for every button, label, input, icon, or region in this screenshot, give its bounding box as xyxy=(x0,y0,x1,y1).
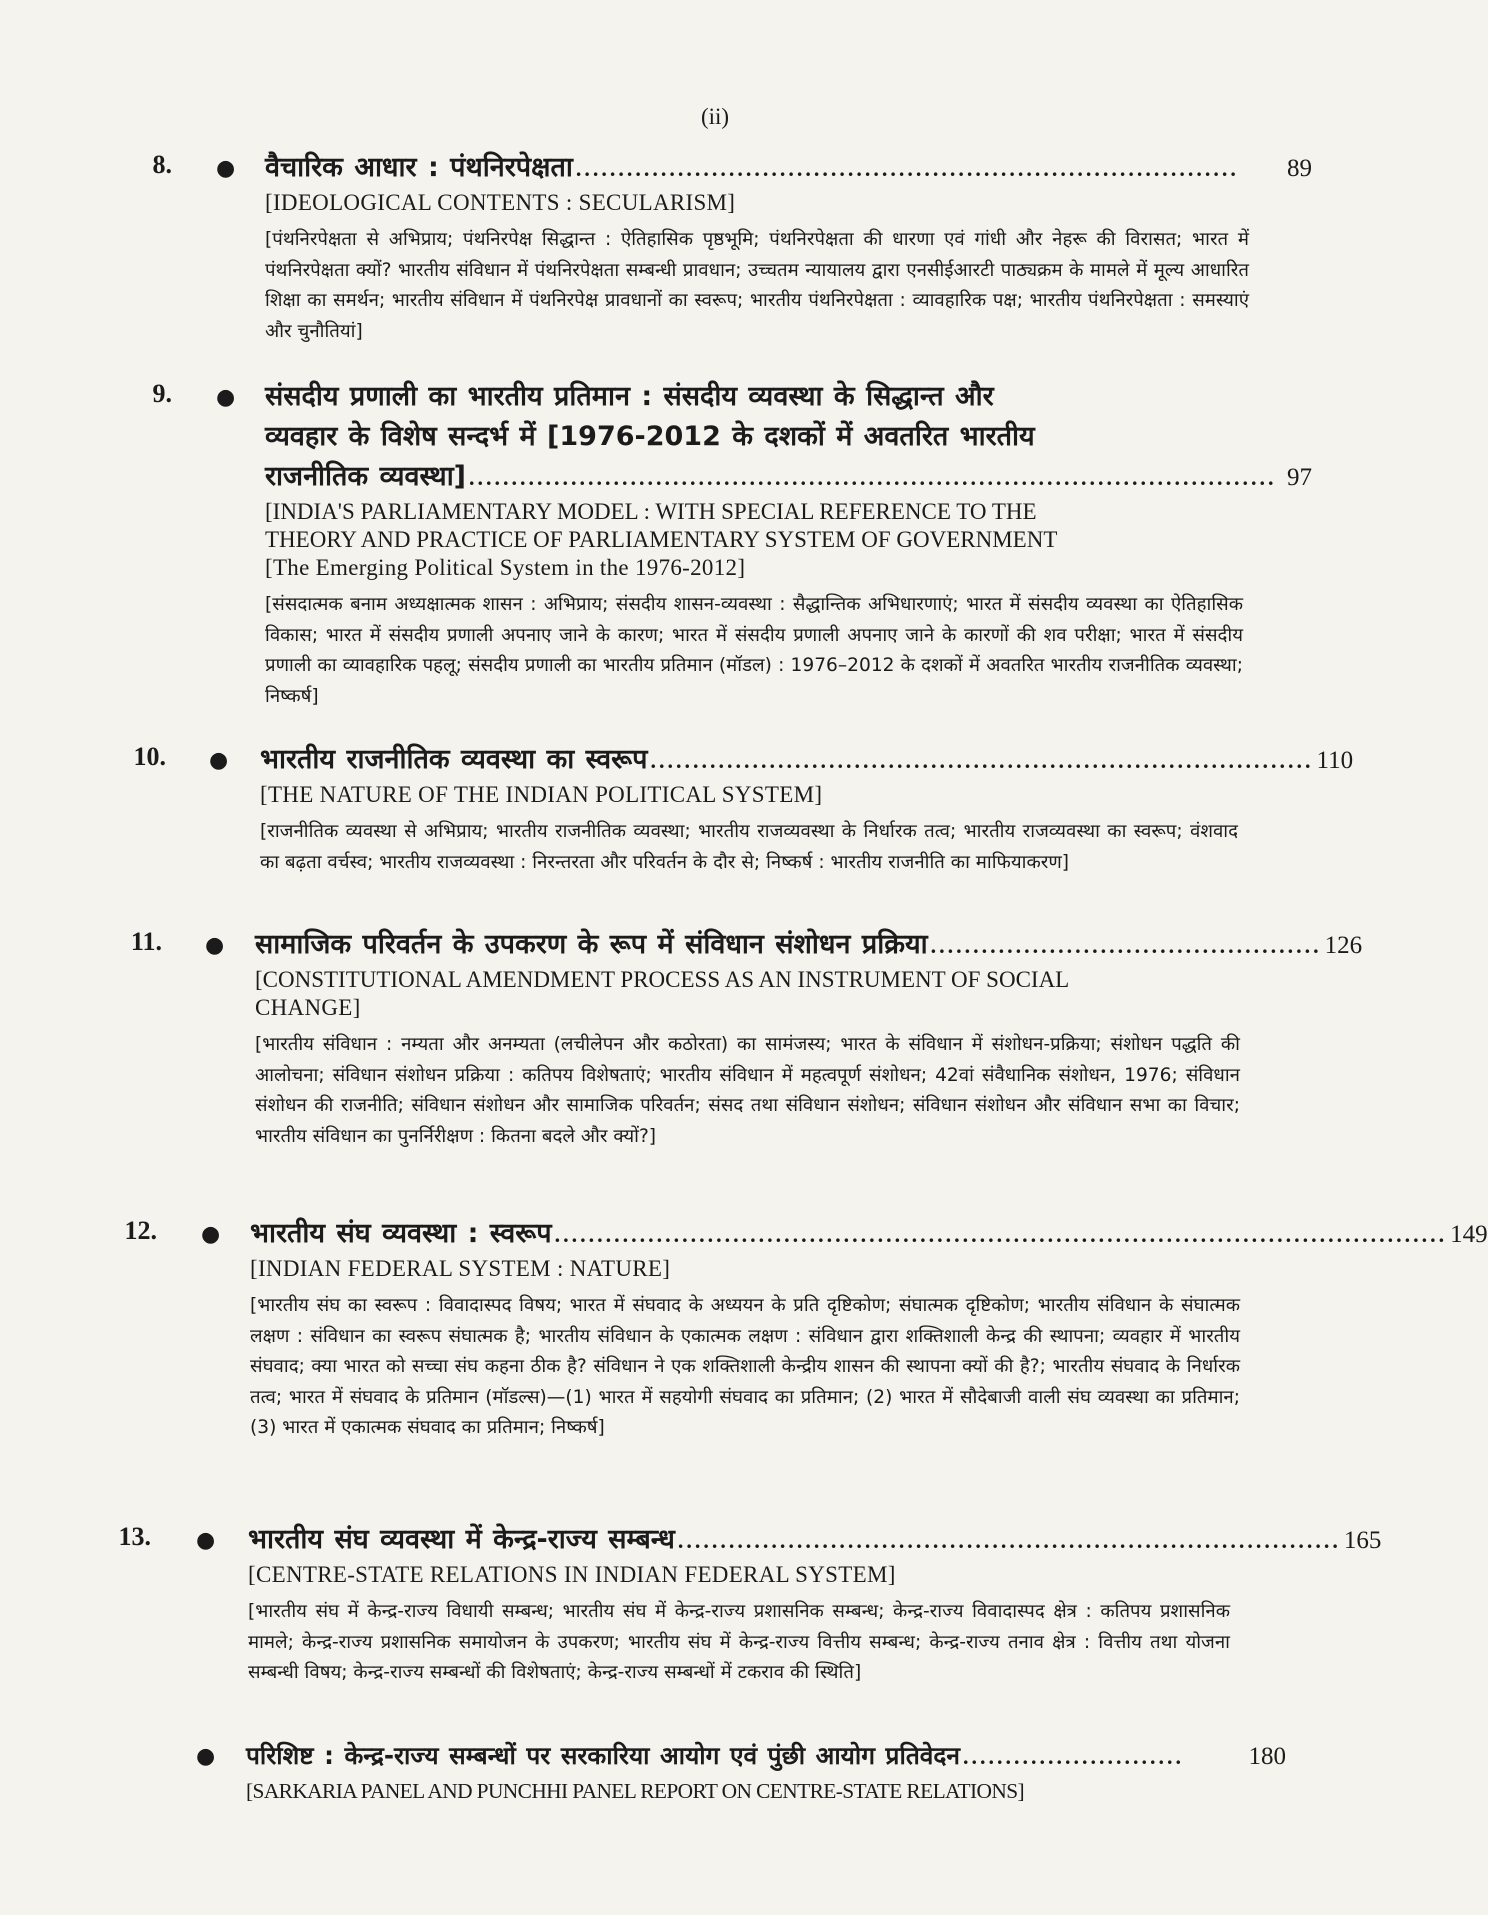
english-title-line: [CONSTITUTIONAL AMENDMENT PROCESS AS AN INSTRUMENT OF SOCIAL xyxy=(255,967,1070,992)
chapter-description: [संसदात्मक बनाम अध्यक्षात्मक शासन : अभिप्राय; संसदीय शासन-व्यवस्था : सैद्धान्तिक अभिधारणाएं; भारत में संसदीय व्यवस्था का ऐतिहासिक विकास; भारत में संसदीय प्रणाली अपनाए जाने के कारण; भारत में संसदीय प्रणाली अपनाए जाने के कारणों की शव परीक्षा; भारत में संसदीय प्रणाली का व्यावहारिक पहलू; संसदीय प्रणाली का भारतीय प्रतिमान (मॉडल) : 1976–2012 के दशकों में अवतरित भारतीय राजनीतिक व्यवस्था; निष्कर्ष] xyxy=(265,594,1244,707)
dot-leader: .......................... xyxy=(963,1744,1185,1769)
chapter-title-line[interactable]: राजनीतिक व्यवस्था] xyxy=(265,461,467,492)
chapter-description: [राजनीतिक व्यवस्था से अभिप्राय; भारतीय राजनीतिक व्यवस्था; भारतीय राजव्यवस्था के निर्धारक तत्व; भारतीय राजव्यवस्था का स्वरूप; वंशवाद का बढ़ता वर्चस्व; भारतीय राजव्यवस्था : निरन्तरता और परिवर्तन के दौर से; निष्कर्ष : भारतीय राजनीति का माफियाकरण] xyxy=(260,821,1238,873)
dot-leader: ......................................................................................................... xyxy=(554,1222,1448,1247)
bullet-icon: ● xyxy=(216,384,236,410)
page-ref: 126 xyxy=(1324,932,1363,959)
chapter-description: [भारतीय संघ में केन्द्र-राज्य विधायी सम्बन्ध; भारतीय संघ में केन्द्र-राज्य प्रशासनिक सम्बन्ध; केन्द्र-राज्य विवादास्पद क्षेत्र : कतिपय प्रशासनिक मामले; केन्द्र-राज्य प्रशासनिक समायोजन के उपकरण; भारतीय संघ में केन्द्र-राज्य वित्तीय सम्बन्ध; केन्द्र-राज्य तनाव क्षेत्र : वित्तीय तथा योजना सम्बन्धी विषय; केन्द्र-राज्य सम्बन्धों की विशेषताएं; केन्द्र-राज्य सम्बन्धों में टकराव की स्थिति] xyxy=(248,1601,1230,1683)
english-title-line: [INDIA'S PARLIAMENTARY MODEL : WITH SPECIAL REFERENCE TO THE xyxy=(265,499,1037,524)
bullet-icon: ● xyxy=(196,1527,216,1553)
english-title: [INDIAN FEDERAL SYSTEM : NATURE] xyxy=(250,1256,671,1281)
page-ref: 165 xyxy=(1343,1527,1382,1554)
chapter-number: 9. xyxy=(152,379,172,408)
entry-body xyxy=(250,1214,1488,1444)
page-ref: 110 xyxy=(1316,747,1354,774)
english-title: [SARKARIA PANEL AND PUNCHHI PANEL REPORT ON CENTRE-STATE RELATIONS] xyxy=(246,1779,1025,1803)
chapter-description: [भारतीय संविधान : नम्यता और अनम्यता (लचीलेपन और कठोरता) का सामंजस्य; भारत के संविधान में संशोधन-प्रक्रिया; संशोधन पद्धति की आलोचना; संविधान संशोधन प्रक्रिया : कतिपय विशेषताएं; भारतीय संविधान में महत्वपूर्ण संशोधन; 42वां संवैधानिक संशोधन, 1976; संविधान संशोधन की राजनीति; संविधान संशोधन और सामाजिक परिवर्तन; संसद तथा संविधान संशोधन; संविधान संशोधन और संविधान सभा का विचार; भारतीय संविधान का पुनर्निरीक्षण : कितना बदले और क्यों?] xyxy=(255,1034,1240,1147)
page-ref: 89 xyxy=(1287,155,1312,182)
page-ref: 180 xyxy=(1248,1743,1286,1770)
dot-leader: .............................................................................. xyxy=(677,1528,1341,1553)
english-title: [IDEOLOGICAL CONTENTS : SECULARISM] xyxy=(265,190,736,215)
dot-leader: ............................................................................................... xyxy=(469,465,1277,490)
chapter-title-line[interactable]: संसदीय प्रणाली का भारतीय प्रतिमान : संसदीय व्यवस्था के सिद्धान्त और xyxy=(265,381,994,412)
english-title: [CENTRE-STATE RELATIONS IN INDIAN FEDERAL SYSTEM] xyxy=(248,1562,896,1587)
dot-leader: .............................................................................. xyxy=(650,748,1314,773)
page-ref: 149 xyxy=(1450,1221,1488,1248)
entry-body xyxy=(260,740,1354,878)
appendix-title[interactable]: परिशिष्ट : केन्द्र-राज्य सम्बन्धों पर सरकारिया आयोग एवं पुंछी आयोग प्रतिवेदन xyxy=(246,1741,961,1770)
chapter-number: 13. xyxy=(118,1522,151,1551)
page-number: (ii) xyxy=(700,104,730,129)
bullet-icon: ● xyxy=(205,932,225,958)
entry-body xyxy=(248,1520,1382,1689)
entry-body xyxy=(246,1736,1286,1805)
chapter-number: 8. xyxy=(152,150,172,179)
chapter-title[interactable]: वैचारिक आधार : पंथनिरपेक्षता xyxy=(265,152,573,183)
bullet-icon: ● xyxy=(216,155,236,181)
chapter-number: 10. xyxy=(133,742,166,771)
chapter-title[interactable]: भारतीय संघ व्यवस्था में केन्द्र-राज्य सम्बन्ध xyxy=(248,1524,675,1555)
chapter-description: [पंथनिरपेक्षता से अभिप्राय; पंथनिरपेक्ष सिद्धान्त : ऐतिहासिक पृष्ठभूमि; पंथनिरपेक्षता की धारणा एवं गांधी और नेहरू की विरासत; भारत में पंथनिरपेक्षता क्यों? भारतीय संविधान में पंथनिरपेक्षता सम्बन्धी प्रावधान; उच्चतम न्यायालय द्वारा एनसीईआरटी पाठ्यक्रम के मामले में मूल्य आधारित शिक्षा का समर्थन; भारतीय संविधान में पंथनिरपेक्ष प्रावधानों का स्वरूप; भारतीय पंथनिरपेक्षता : व्यावहारिक पक्ष; भारतीय पंथनिरपेक्षता : समस्याएं और चुनौतियां] xyxy=(265,229,1249,342)
chapter-title[interactable]: सामाजिक परिवर्तन के उपकरण के रूप में संविधान संशोधन प्रक्रिया xyxy=(255,929,928,960)
entry-body xyxy=(265,377,1312,712)
english-title-line: [The Emerging Political System in the 1976-2012] xyxy=(265,555,746,580)
bullet-icon: ● xyxy=(196,1743,216,1769)
entry-body xyxy=(255,925,1363,1152)
entry-body xyxy=(265,148,1312,347)
chapter-number: 11. xyxy=(130,927,162,956)
dot-leader: .............................................................................. xyxy=(575,156,1239,181)
dot-leader: .............................................. xyxy=(930,933,1322,958)
chapter-description: [भारतीय संघ का स्वरूप : विवादास्पद विषय; भारत में संघवाद के अध्ययन के प्रति दृष्टिकोण; संघात्मक दृष्टिकोण; भारतीय संविधान के संघात्मक लक्षण : संविधान का स्वरूप संघात्मक है; भारतीय संविधान के एकात्मक लक्षण : संविधान द्वारा शक्तिशाली केन्द्र की स्थापना; व्यवहार में भारतीय संघवाद; क्या भारत को सच्चा संघ कहना ठीक है? संविधान ने एक शक्तिशाली केन्द्रीय शासन की स्थापना क्यों की है?; भारतीय संघवाद के निर्धारक तत्व; भारत में संघवाद के प्रतिमान (मॉडल्स)—(1) भारत में सहयोगी संघवाद का प्रतिमान; (2) भारत में सौदेबाजी वाली संघ व्यवस्था का प्रतिमान; (3) भारत में एकात्मक संघवाद का प्रतिमान; निष्कर्ष] xyxy=(250,1295,1240,1438)
english-title-line: THEORY AND PRACTICE OF PARLIAMENTARY SYSTEM OF GOVERNMENT xyxy=(265,527,1058,552)
chapter-title[interactable]: भारतीय संघ व्यवस्था : स्वरूप xyxy=(250,1218,552,1249)
chapter-title-line[interactable]: व्यवहार के विशेष सन्दर्भ में [1976-2012 के दशकों में अवतरित भारतीय xyxy=(265,421,1035,452)
bullet-icon: ● xyxy=(201,1221,221,1247)
english-title-line: CHANGE] xyxy=(255,995,361,1020)
chapter-title[interactable]: भारतीय राजनीतिक व्यवस्था का स्वरूप xyxy=(260,744,648,775)
page-ref: 97 xyxy=(1287,464,1312,491)
english-title: [THE NATURE OF THE INDIAN POLITICAL SYSTEM] xyxy=(260,782,823,807)
bullet-icon: ● xyxy=(209,747,229,773)
chapter-number: 12. xyxy=(124,1216,157,1245)
